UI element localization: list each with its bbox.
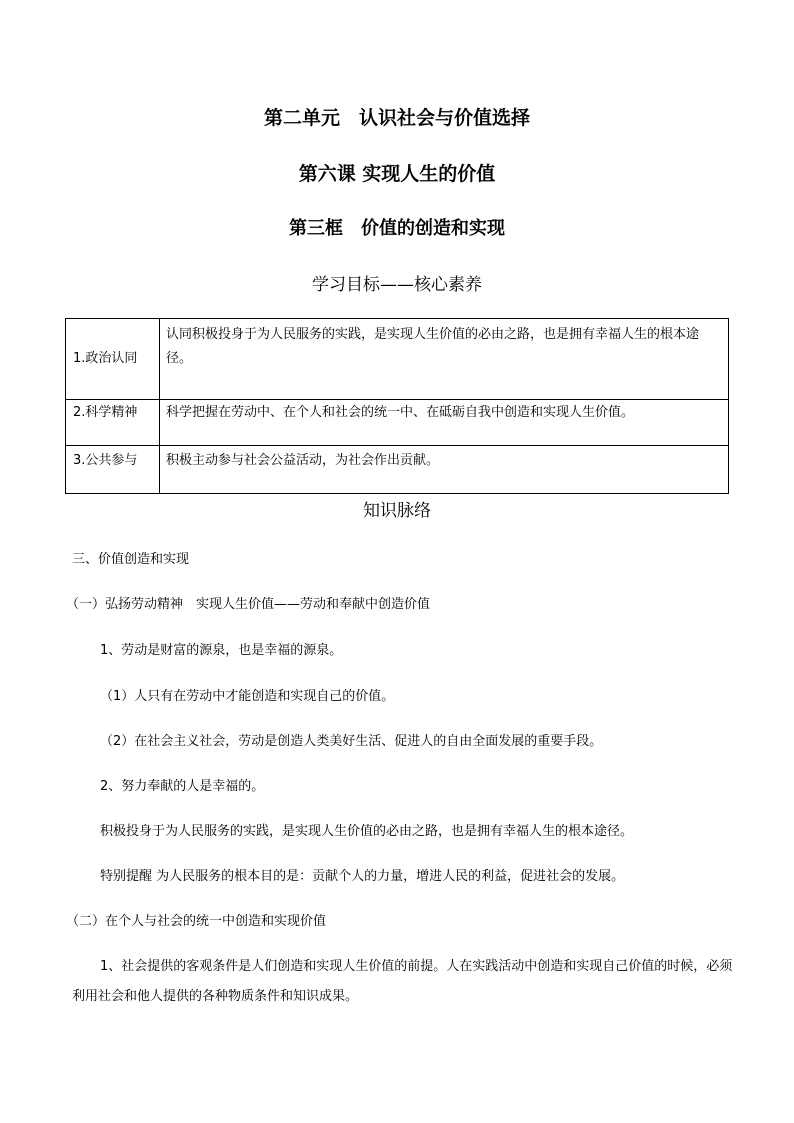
- goal-label: 2.科学精神: [66, 400, 160, 446]
- lesson-title: 第六课 实现人生的价值: [298, 163, 496, 185]
- knowledge-heading: 知识脉络: [363, 501, 431, 521]
- paragraph-1: 1、劳动是财富的源泉，也是幸福的源泉。: [100, 643, 343, 658]
- goal-label: 1.政治认同: [66, 319, 160, 400]
- paragraph-2a: 积极投身于为人民服务的实践，是实现人生价值的必由之路，也是拥有幸福人生的根本途径。: [100, 824, 634, 839]
- table-row: [66, 400, 729, 446]
- special-note: 特别提醒 为人民服务的根本目的是：贡献个人的力量，增进人民的利益，促进社会的发展。: [100, 869, 625, 884]
- paragraph-1a: （1）人只有在劳动中才能创造和实现自己的价值。: [100, 689, 395, 704]
- goal-label: 3.公共参与: [66, 446, 160, 494]
- goal-content: 科学把握在劳动中、在个人和社会的统一中、在砥砺自我中创造和实现人生价值。: [160, 400, 729, 446]
- paragraph-3: 1、社会提供的客观条件是人们创造和实现人生价值的前提。人在实践活动中创造和实现自己价值的时候，必须利用社会和他人提供的各种物质条件和知识成果。: [72, 959, 733, 1004]
- section-heading: 三、价值创造和实现: [72, 552, 190, 567]
- table-row: [66, 319, 729, 400]
- subsection-heading-2: （二）在个人与社会的统一中创造和实现价值: [66, 914, 327, 929]
- goals-heading: 学习目标——核心素养: [312, 275, 482, 295]
- table-row: [66, 446, 729, 494]
- paragraph-1b: （2）在社会主义社会，劳动是创造人类美好生活、促进人的自由全面发展的重要手段。: [100, 734, 603, 749]
- goals-table: [65, 318, 729, 494]
- goal-content: 积极主动参与社会公益活动，为社会作出贡献。: [160, 446, 729, 494]
- unit-title: 第二单元 认识社会与价值选择: [263, 107, 530, 129]
- frame-title: 第三框 价值的创造和实现: [289, 218, 505, 239]
- paragraph-2: 2、努力奉献的人是幸福的。: [100, 779, 265, 794]
- goal-content: 认同积极投身于为人民服务的实践，是实现人生价值的必由之路，也是拥有幸福人生的根本途径。: [160, 319, 729, 400]
- subsection-heading-1: （一）弘扬劳动精神 实现人生价值——劳动和奉献中创造价值: [66, 597, 431, 612]
